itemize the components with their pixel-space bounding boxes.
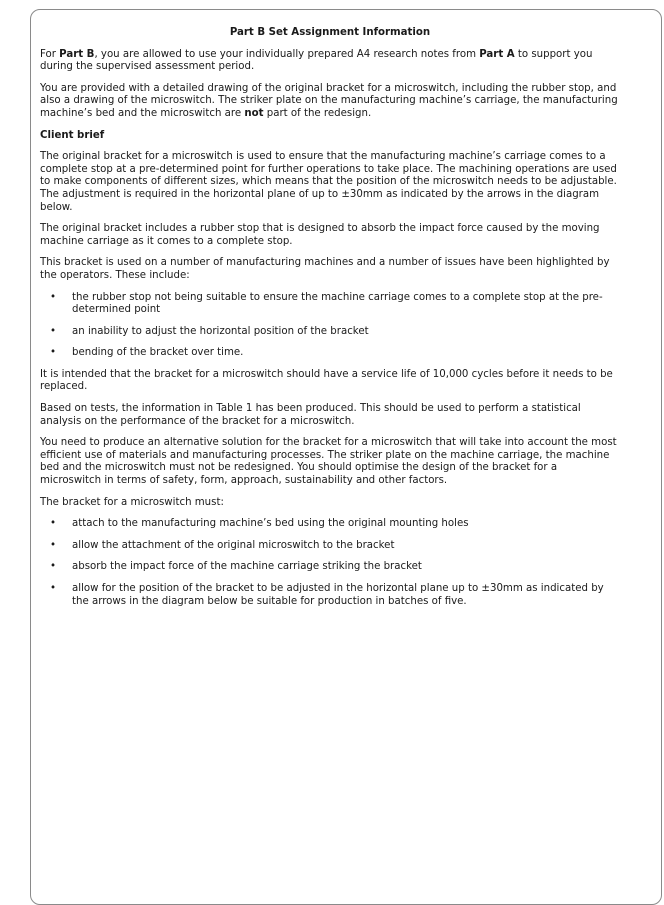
list-item	[40, 540, 620, 553]
list-item-text: allow the attachment of the original microswitch to the bracket	[72, 539, 395, 551]
body-paragraph: You need to produce an alternative solution for the bracket for a microswitch that will take into account the most efficient use of materials and manufacturing processes. The striker plate on the machine carriage, the machine bed and the microswitch must not be redesigned. You should optimise the design of the bracket for a microswitch in terms of safety, form, approach, sustainability and other factors.	[40, 437, 617, 487]
bullet-icon: •	[50, 583, 57, 594]
bullet-icon: •	[50, 291, 57, 303]
document-body	[40, 27, 620, 617]
intro-paragraph-1	[40, 49, 620, 74]
bullet-icon: •	[50, 539, 57, 551]
list-item-text: the rubber stop not being suitable to ensure the machine carriage comes to a complete stop at the pre-determined point	[72, 291, 603, 316]
list-item	[40, 583, 620, 608]
issues-list	[40, 292, 620, 360]
bold-text: Part A	[479, 48, 515, 60]
text-run: For	[40, 48, 60, 60]
list-item-text: bending of the bracket over time.	[72, 347, 244, 359]
brief-paragraphs-a	[40, 151, 620, 282]
requirements-list	[40, 518, 620, 608]
intro-paragraph-2	[40, 83, 620, 121]
body-paragraph: This bracket is used on a number of manufacturing machines and a number of issues have been highlighted by the operators. These include:	[40, 257, 610, 281]
text-run: , you are allowed to use your individually prepared A4 research notes from	[94, 48, 480, 60]
client-brief-heading: Client brief	[40, 129, 105, 141]
list-item	[40, 292, 620, 317]
body-paragraph: The bracket for a microswitch must:	[40, 496, 224, 508]
bold-text: Part B	[59, 48, 95, 60]
bullet-icon: •	[50, 347, 57, 359]
list-item-text: absorb the impact force of the machine carriage striking the bracket	[72, 561, 422, 573]
bold-text: not	[244, 107, 264, 119]
page-title: Part B Set Assignment Information	[229, 27, 431, 38]
body-paragraph: Based on tests, the information in Table 1 has been produced. This should be used to perform a statistical analysis on the performance of the bracket for a microswitch.	[40, 403, 581, 427]
list-item-text: an inability to adjust the horizontal position of the bracket	[72, 325, 369, 337]
body-paragraph: The original bracket includes a rubber stop that is designed to absorb the impact force caused by the moving machine carriage as it comes to a complete stop.	[40, 223, 600, 247]
brief-paragraphs-b	[40, 369, 620, 509]
text-run: part of the redesign.	[263, 107, 372, 119]
list-item	[40, 518, 620, 531]
bullet-icon: •	[50, 561, 57, 573]
list-item-text: allow for the position of the bracket to be adjusted in the horizontal plane up to ±30mm as indicated by the arrows in the diagram below be suitable for production in batches of five.	[72, 583, 604, 607]
list-item	[40, 347, 620, 360]
bullet-icon: •	[50, 518, 57, 530]
body-paragraph: The original bracket for a microswitch is used to ensure that the manufacturing machine’s carriage comes to a complete stop at a pre-determined point for further operations to take place. The machining operations are used to make components of different sizes, which means that the position of the microswitch needs to be adjustable. The adjustment is required in the horizontal plane of up to ±30mm as indicated by the arrows in the diagram below.	[40, 151, 617, 213]
bullet-icon: •	[50, 325, 57, 337]
text-run: You are provided with a detailed drawing of the original bracket for a microswitch, including the rubber stop, and also a drawing of the microswitch. The striker plate on the manufacturing machine’s carriage, the manufacturing machine’s bed and the microswitch are	[40, 82, 618, 119]
list-item-text: attach to the manufacturing machine’s bed using the original mounting holes	[72, 518, 469, 530]
list-item	[40, 561, 620, 574]
text-run: to support you during the supervised assessment period.	[40, 48, 593, 73]
body-paragraph: It is intended that the bracket for a microswitch should have a service life of 10,000 cycles before it needs to be replaced.	[40, 368, 613, 393]
list-item	[40, 326, 620, 339]
